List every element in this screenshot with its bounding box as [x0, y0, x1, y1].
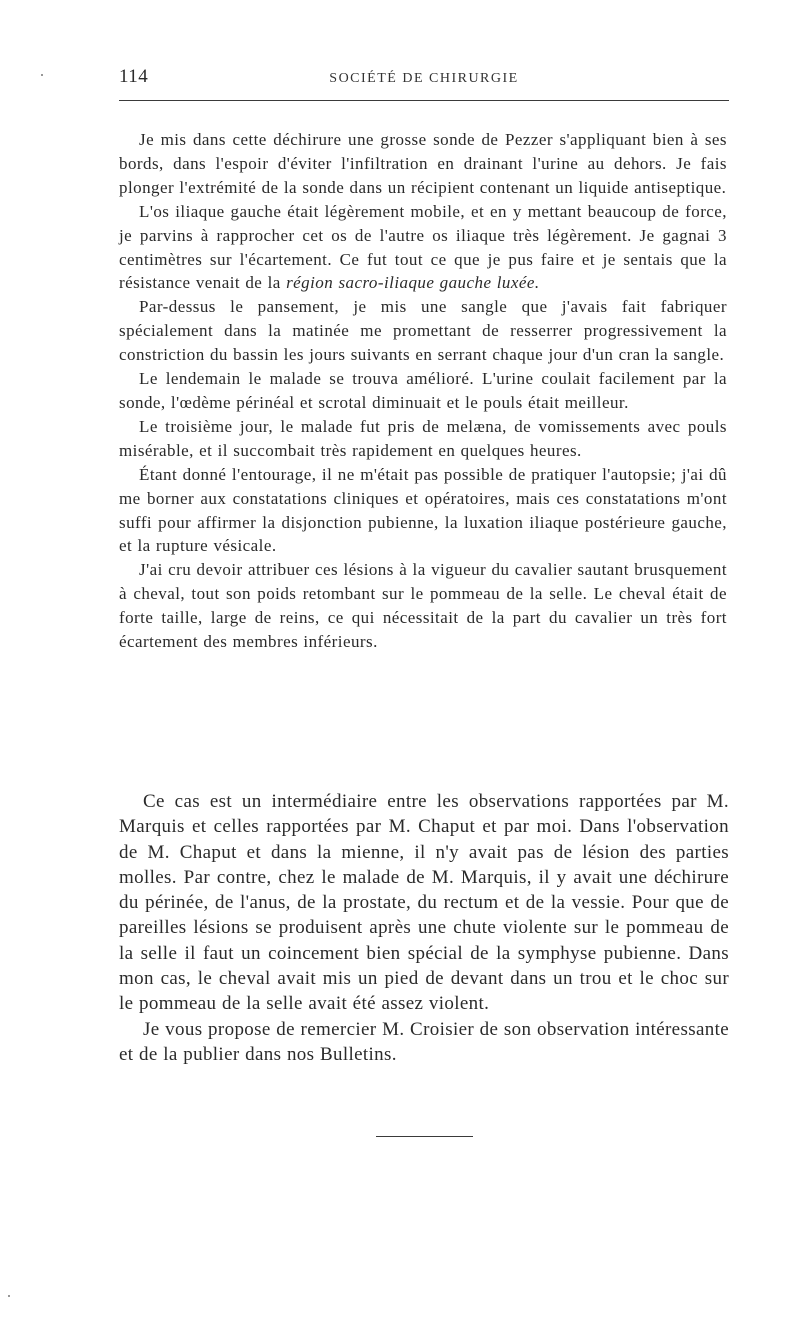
case-report [119, 128, 727, 654]
paragraph-proposition: Je vous propose de remercier M. Croisier de son observation intéressante et de la publier dans nos Bulletins. [119, 1018, 729, 1065]
page-header [119, 66, 729, 90]
paragraph-attribution: J'ai cru devoir attribuer ces lésions à la vigueur du cavalier sautant brusquement à cheval, tout son poids retombant sur le pommeau de la selle. Le cheval était de forte taille, large de reins, ce qui nécessitait de la part du cavalier un très fort écartement des membres inférieurs. [119, 560, 727, 652]
commentary [119, 789, 729, 1067]
header-rule [119, 100, 729, 101]
running-head: SOCIÉTÉ DE CHIRURGIE [329, 71, 519, 86]
paragraph-lendemain: Le lendemain le malade se trouva amélioré. L'urine coulait facilement par la sonde, l'œdème périnéal et scrotal diminuait et le pouls était meilleur. [119, 369, 727, 412]
paragraph-os-iliaque-text: L'os iliaque gauche était légèrement mobile, et en y mettant beaucoup de force, je parvins à rapprocher cet os de l'autre os iliaque très légèrement. Je gagnai 3 centimètres sur l'écartement. Ce fut tout ce que je pus faire et je sentais que la résistance venait de la [119, 201, 727, 293]
paragraph-sangle: Par-dessus le pansement, je mis une sangle que j'avais fait fabriquer spécialement dans la matinée me promettant de resserrer progressivement la constriction du bassin les jours suivants en serrant chaque jour d'un cran la sangle. [119, 297, 727, 365]
italic-region-term: région sacro-iliaque gauche luxée. [286, 273, 540, 293]
paragraph-intermediaire: Ce cas est un intermédiaire entre les observations rapportées par M. Marquis et celles rapportées par M. Chaput et par moi. Dans l'observation de M. Chaput et dans la mienne, il n'y avait pas de lésion des parties molles. Par contre, chez le malade de M. Marquis, il y avait une déchirure du périnée, de l'anus, de la prostate, du rectum et de la vessie. Pour que de pareilles lésions se produisent après une chute violente sur le pommeau de la selle il faut un coincement bien spécial de la symphyse pubienne. Dans mon cas, le cheval avait mis un pied de devant dans un trou et le choc sur le pommeau de la selle avait été assez violent. [119, 791, 729, 1015]
paragraph-autopsie: Étant donné l'entourage, il ne m'était pas possible de pratiquer l'autopsie; j'ai dû me borner aux constatations cliniques et opératoires, mais ces constatations m'ont suffi pour affirmer la disjonction pubienne, la luxation iliaque postérieure gauche, et la rupture vésicale. [119, 464, 727, 556]
paragraph-sonde: Je mis dans cette déchirure une grosse sonde de Pezzer s'appliquant bien à ses bords, dans l'espoir d'éviter l'infiltration en drainant l'urine au dehors. Je fais plonger l'extrémité de la sonde dans un récipient contenant un liquide antiseptique. [119, 130, 727, 197]
page-number: 114 [119, 66, 149, 87]
paper-speck [41, 74, 43, 76]
paper-speck [8, 1295, 10, 1297]
paragraph-troisieme-jour: Le troisième jour, le malade fut pris de melæna, de vomissements avec pouls misérable, et il succombait très rapidement en quelques heures. [119, 416, 727, 460]
end-rule [376, 1136, 473, 1137]
paragraph-os-iliaque [119, 200, 727, 296]
